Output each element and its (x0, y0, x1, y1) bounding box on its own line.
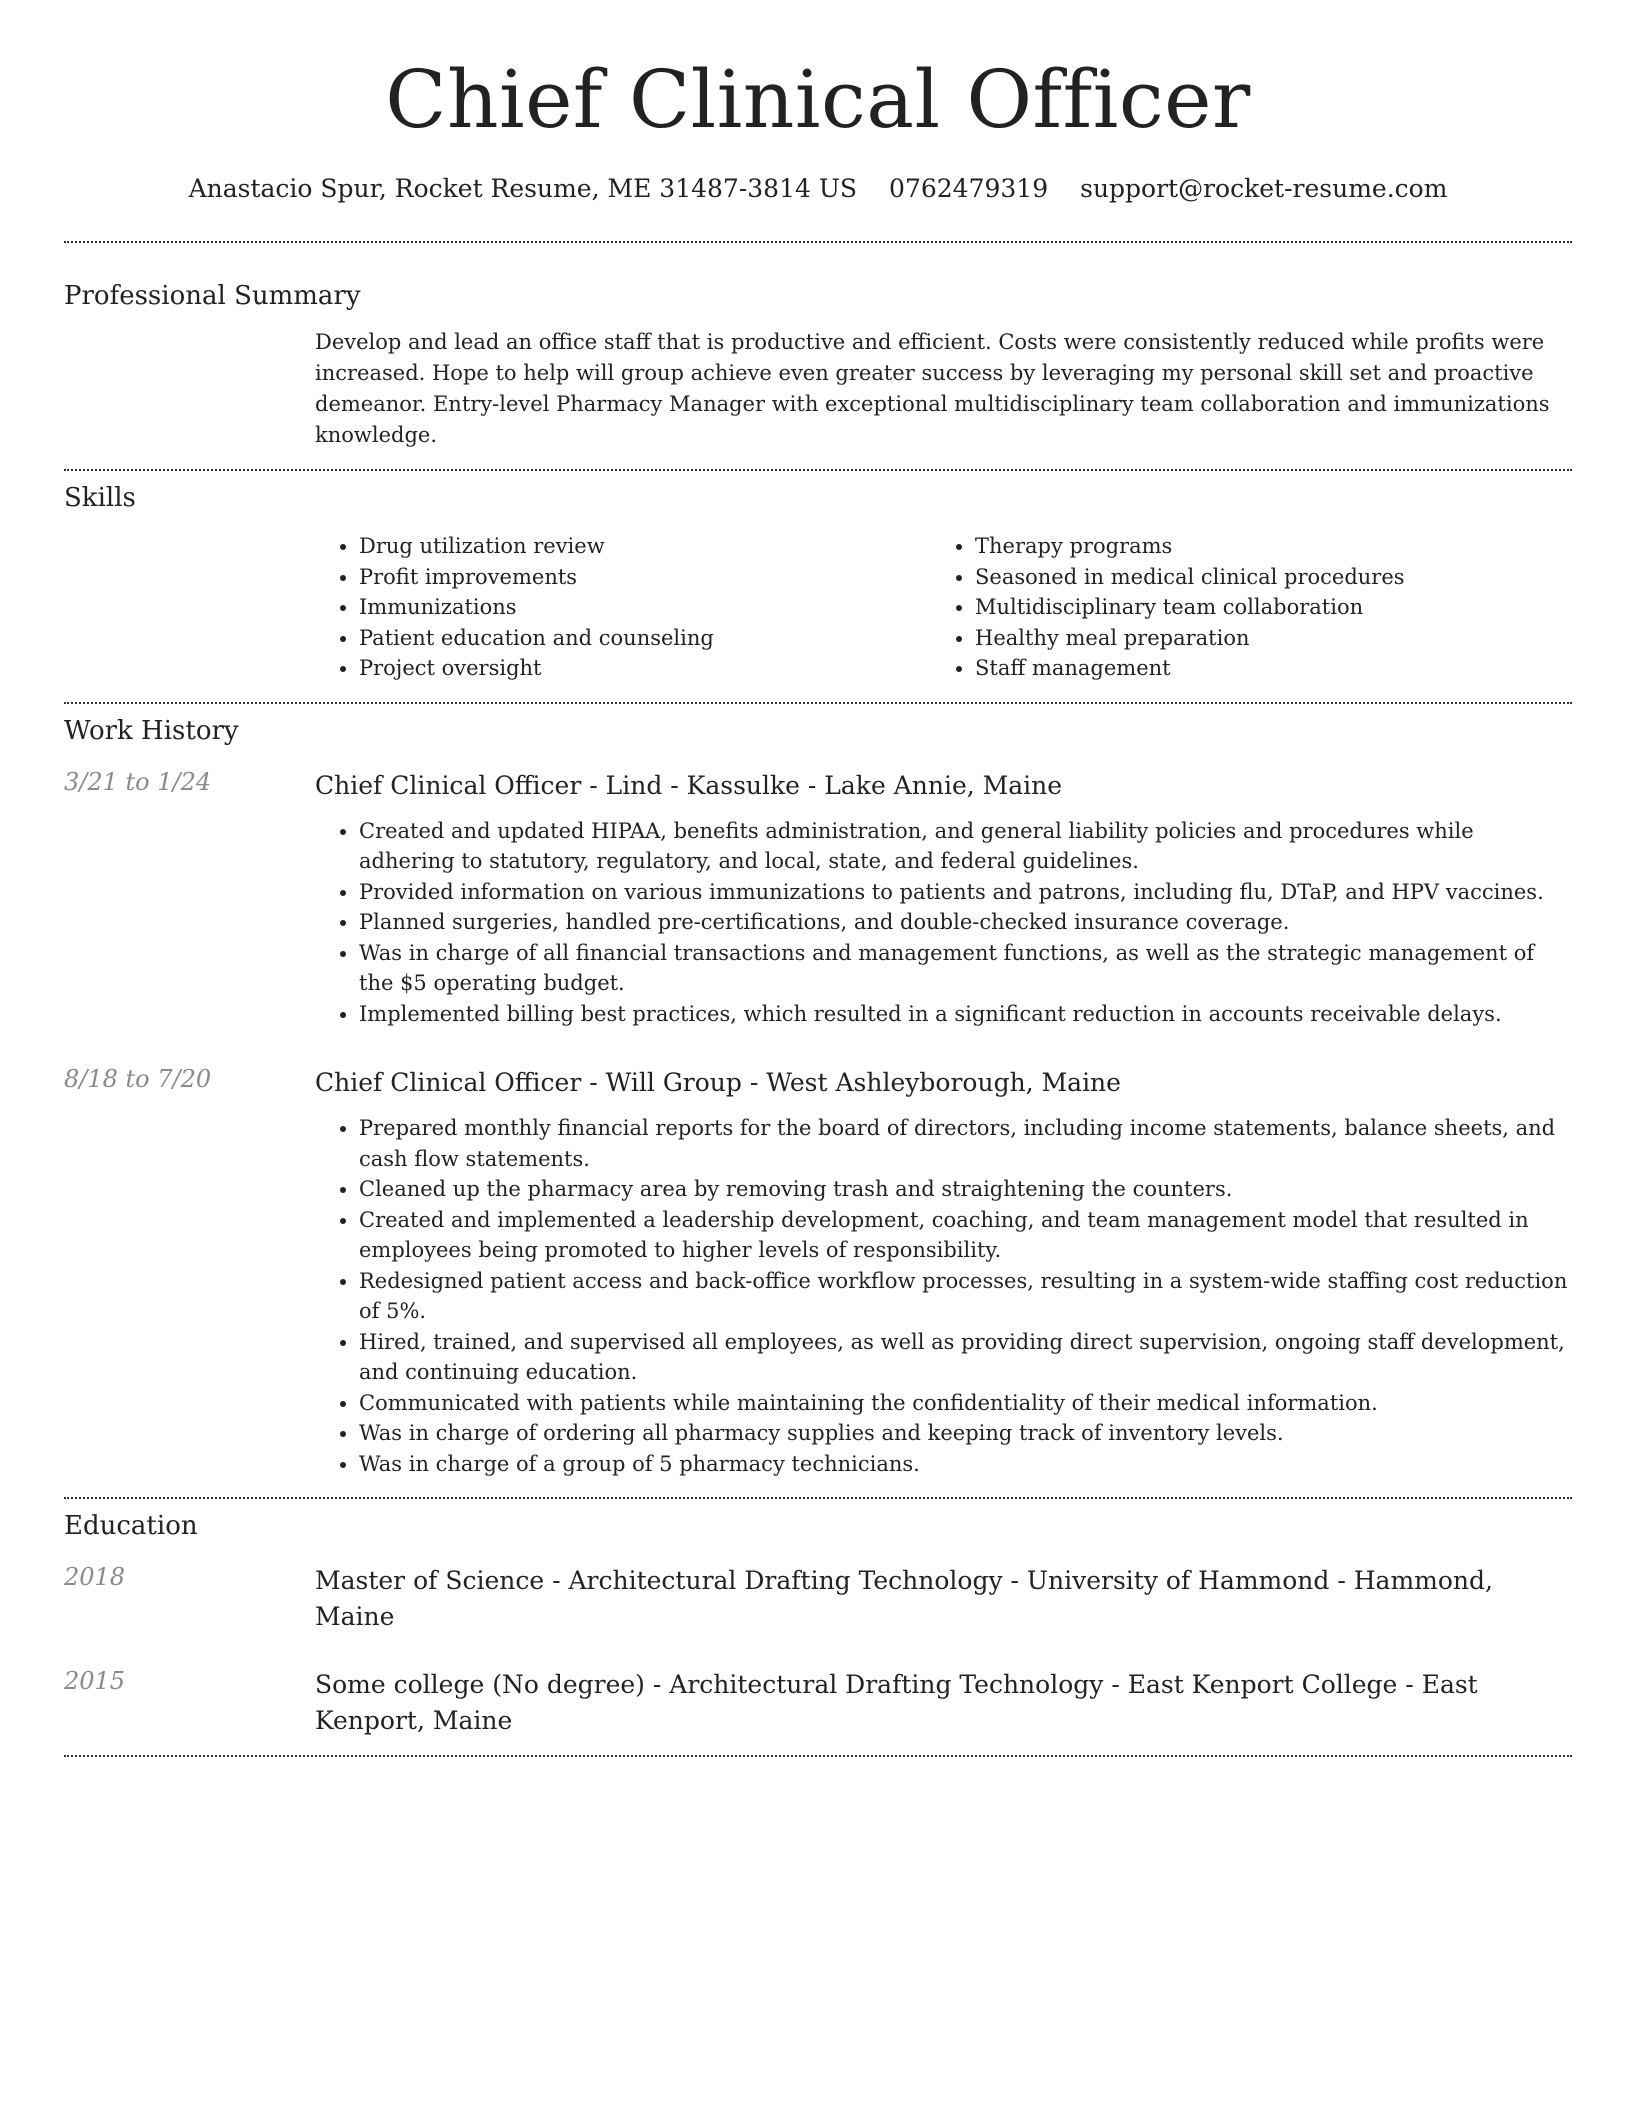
skills-column-left (315, 531, 931, 684)
summary-section (64, 281, 1572, 451)
skill-item: • Seasoned in medical clinical procedures (975, 562, 1547, 593)
skill-item: • Therapy programs (975, 531, 1547, 562)
education-entry (64, 1563, 1572, 1635)
job-bullet: • Redesigned patient access and back-office workflow processes, resulting in a system-wide staffing cost reduction of 5%. (359, 1266, 1572, 1327)
job-bullet: • Was in charge of ordering all pharmacy supplies and keeping track of inventory levels. (359, 1418, 1572, 1449)
job-bullet: • Hired, trained, and supervised all employees, as well as providing direct supervision, ongoing staff development, and continuing education. (359, 1327, 1572, 1388)
job-dates: 3/21 to 1/24 (64, 767, 212, 796)
skill-item: • Project oversight (359, 653, 931, 684)
job-title: Chief Clinical Officer - Will Group - West Ashleyborough, Maine (315, 1068, 1121, 1097)
job-body (315, 768, 1572, 1030)
work-section (64, 716, 1572, 1480)
skill-item: • Healthy meal preparation (975, 623, 1547, 654)
skills-column-right (931, 531, 1547, 684)
job-bullet: • Created and implemented a leadership development, coaching, and team management model that resulted in employees being promoted to higher levels of responsibility. (359, 1205, 1572, 1266)
contact-email: support@rocket-resume.com (1080, 174, 1448, 203)
education-text: Some college (No degree) - Architectural Drafting Technology - East Kenport College - East Kenport, Maine (315, 1670, 1478, 1735)
job-bullet: • Was in charge of all financial transactions and management functions, as well as the strategic management of the $5 operating budget. (359, 938, 1572, 999)
job-bullets (315, 816, 1572, 1030)
job-bullet: • Communicated with patients while maintaining the confidentiality of their medical information. (359, 1388, 1572, 1419)
job-bullet: • Cleaned up the pharmacy area by removing trash and straightening the counters. (359, 1174, 1572, 1205)
skills-list-right (931, 531, 1547, 684)
job-bullets (315, 1113, 1572, 1479)
education-heading: Education (64, 1511, 198, 1541)
skill-item: • Staff management (975, 653, 1547, 684)
work-heading: Work History (64, 715, 239, 746)
divider (64, 1497, 1572, 1499)
skill-item: • Patient education and counseling (359, 623, 931, 654)
job-dates: 8/18 to 7/20 (64, 1065, 212, 1093)
divider (64, 241, 1572, 243)
skills-grid (315, 531, 1572, 684)
divider (64, 469, 1572, 471)
contact-line (64, 174, 1572, 203)
divider (64, 702, 1572, 704)
job-entry (64, 1065, 1572, 1479)
skills-heading: Skills (64, 483, 136, 513)
education-year: 2018 (64, 1563, 126, 1591)
skills-section (64, 483, 1572, 684)
job-entry (64, 768, 1572, 1030)
job-bullet: • Prepared monthly financial reports for the board of directors, including income statements, balance sheets, and cash flow statements. (359, 1113, 1572, 1174)
skills-list-left (315, 531, 931, 684)
education-section (64, 1511, 1572, 1739)
summary-heading: Professional Summary (64, 281, 361, 311)
job-bullet: • Planned surgeries, handled pre-certifications, and double-checked insurance coverage. (359, 907, 1572, 938)
job-bullet: • Implemented billing best practices, which resulted in a significant reduction in accounts receivable delays. (359, 999, 1572, 1030)
job-bullet: • Created and updated HIPAA, benefits administration, and general liability policies and procedures while adhering to statutory, regulatory, and local, state, and federal guidelines. (359, 816, 1572, 877)
divider (64, 1755, 1572, 1757)
job-body (315, 1065, 1572, 1479)
job-bullet: • Provided information on various immunizations to patients and patrons, including flu, DTaP, and HPV vaccines. (359, 877, 1572, 908)
education-year: 2015 (64, 1667, 126, 1695)
skill-item: • Profit improvements (359, 562, 931, 593)
job-bullet: • Was in charge of a group of 5 pharmacy technicians. (359, 1449, 1572, 1480)
skill-item: • Multidisciplinary team collaboration (975, 592, 1547, 623)
skill-item: • Immunizations (359, 592, 931, 623)
page-title: Chief Clinical Officer (385, 53, 1251, 146)
skill-item: • Drug utilization review (359, 531, 931, 562)
summary-text: Develop and lead an office staff that is productive and efficient. Costs were consistently reduced while profits were increased. Hope to help will group achieve even greater success by leveraging my personal skill set and proactive demeanor. Entry-level Pharmacy Manager with exceptional multidisciplinary team collaboration and immunizations knowledge. (315, 330, 1550, 447)
contact-address: Anastacio Spur, Rocket Resume, ME 31487-3814 US (188, 174, 858, 203)
education-text: Master of Science - Architectural Drafting Technology - University of Hammond - Hammond, Maine (315, 1566, 1493, 1631)
education-entry (64, 1667, 1572, 1739)
resume-page (64, 0, 1572, 1757)
job-title: Chief Clinical Officer - Lind - Kassulke - Lake Annie, Maine (315, 770, 1063, 800)
contact-phone: 0762479319 (889, 174, 1049, 203)
